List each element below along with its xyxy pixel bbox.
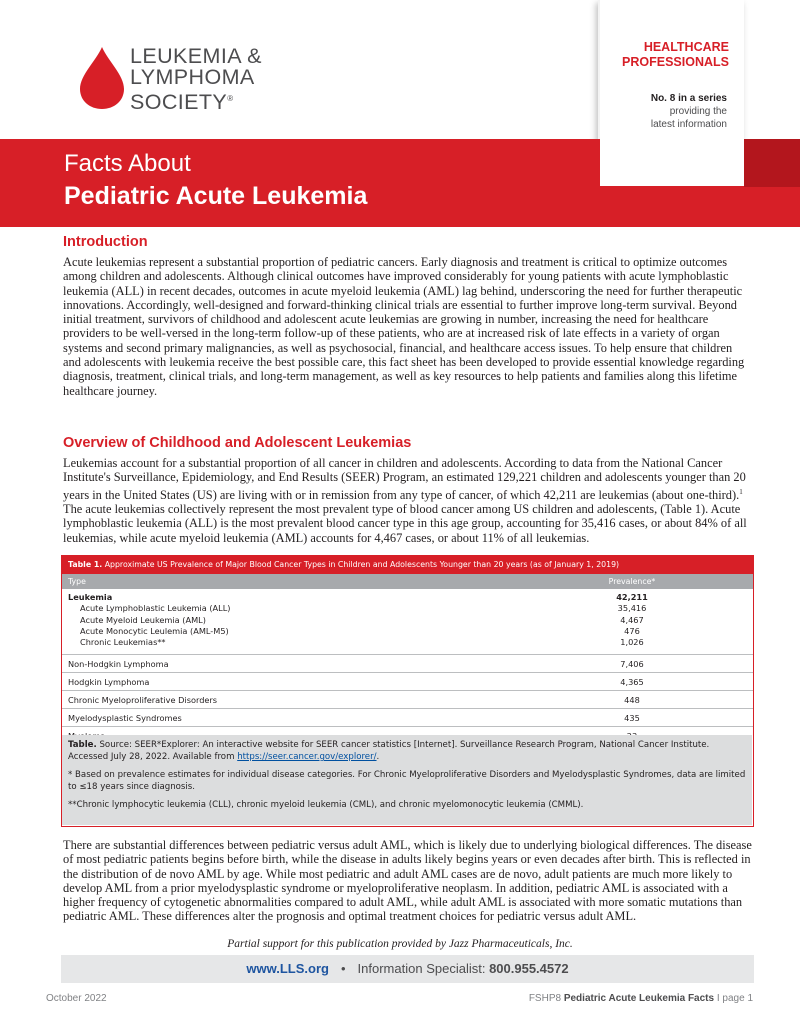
row-value: 448 <box>624 695 640 705</box>
contact-bar <box>61 955 754 983</box>
col-type: Type <box>68 577 86 586</box>
table-header <box>62 574 753 589</box>
table-row <box>62 673 753 691</box>
differences-body: There are substantial differences between pediatric versus adult AML, which is likely due to underlying biological differences. The disease of most pediatric patients begins before birth, while the disease in adults likely begins years or even decades after birth. This is reflected in the distribution of de novo AML by age. While most pediatric and adult AML cases are de novo, adult patients are much more likely to develop AML from a prior myelodysplastic syndrome or myeloproliferative neoplasm. In addition, pediatric AML is associated with a higher frequency of cytogenetic abnormalities compared to adult AML, while adult AML is associated with more somatic mutations than pediatric AML. These differences alter the prognosis and optimal treatment choices for pediatric versus adult AML. <box>63 838 752 924</box>
row-name: Myelodysplastic Syndromes <box>68 713 182 723</box>
blood-drop-icon <box>78 47 126 109</box>
overview-body: Leukemias account for a substantial proportion of all cancer in children and adolescents. According to data from the National Cancer Institute's Surveillance, Epidemiology, and End Results (SEER) Program, an estimated 129,221 children and adolescents younger than 20 years in the United States (US) are living with or in remission from any type of cancer, of which 42,211 are leukemias (about one-third).$^1$ The acute leukemias collectively represent the most prevalent type of blood cancer among US children and adolescents, (Table 1). Acute lymphoblastic leukemia (ALL) is the most prevalent blood cancer type in this age group, accounting for 35,416 cases, or about 84% of all leukemias, while acute myeloid leukemia (AML) accounts for 4,467 cases, or about 11% of all leukemias. <box>63 456 747 545</box>
page-number: I page 1 <box>714 993 753 1004</box>
series-number: No. 8 in a series <box>650 93 727 104</box>
audience-label: HEALTHCARE PROFESSIONALS <box>622 40 729 69</box>
note-double-star: **Chronic lymphocytic leukemia (CLL), chronic myeloid leukemia (CML), and chronic myelomonocytic leukemia (CMML). <box>68 800 584 810</box>
logo-line3: SOCIETY <box>130 90 228 115</box>
separator-dot: • <box>340 961 346 976</box>
row-name: Acute Lymphoblastic Leukemia (ALL) <box>80 603 231 614</box>
intro-heading: Introduction <box>63 234 148 250</box>
footer-doc-title: Pediatric Acute Leukemia Facts <box>563 993 715 1004</box>
row-value: 35,416 <box>617 603 647 614</box>
title-line1: Facts About <box>64 150 191 177</box>
intro-body: Acute leukemias represent a substantial proportion of pediatric cancers. Early diagnosis and treatment is critical to optimize outcomes among children and adolescents. Although clinical outcomes have improved considerably for young patients with acute lymphoblastic leukemia (ALL) in recent decades, outcomes in acute myeloid leukemia (AML) lag behind, underscoring the need for further therapeutic innovations. Accordingly, well-designed and forward-thinking clinical trials are essential to further improve long-term survival. Beyond initial treatment, survivors of childhood and adolescent acute leukemias are growing in number, increasing the need for healthcare providers to be well-versed in the long-term follow-up of these patients, who are at increased risk of late effects in a variety of organ systems and second primary malignancies, as well as psychosocial, financial, and healthcare access issues. To help ensure that children and adolescents with leukemia receive the best possible care, this fact sheet has been developed to provide essential knowledge regarding diagnosis, treatment, clinical trials, and long-term management, as well as key resources to help patients and families along this lifetime healthcare journey. <box>63 255 745 398</box>
support-statement: Partial support for this publication provided by Jazz Pharmaceuticals, Inc. <box>227 938 573 950</box>
row-value: 4,365 <box>620 677 644 687</box>
row-value: 1,026 <box>620 637 644 648</box>
logo-line1: LEUKEMIA & <box>130 44 262 68</box>
footnote-ref: 1 <box>739 487 743 496</box>
page-info: FSHP8 Pediatric Acute Leukemia Facts I page 1 <box>528 993 753 1004</box>
row-value: 42,211 <box>616 592 648 602</box>
col-prevalence: Prevalence* <box>608 577 656 586</box>
overview-heading: Overview of Childhood and Adolescent Leukemias <box>63 435 412 451</box>
banner-fold <box>744 139 800 187</box>
page-title: Pediatric Acute Leukemia <box>64 182 368 210</box>
logo-line2: LYMPHOMA <box>130 65 255 89</box>
row-name: Acute Myeloid Leukemia (AML) <box>80 614 206 625</box>
table-caption: Table 1. Approximate US Prevalence of Major Blood Cancer Types in Children and Adolescents Younger than 20 years (as of January 1, 2019) <box>62 556 753 574</box>
prevalence-table <box>61 555 754 827</box>
row-value: 476 <box>624 625 640 636</box>
row-name: Chronic Leukemias** <box>80 637 166 648</box>
table-row <box>62 655 753 673</box>
phone-number[interactable]: 800.955.4572 <box>489 961 569 976</box>
row-name: Leukemia <box>68 592 113 602</box>
specialist-label: Information Specialist: <box>357 961 490 976</box>
registered-mark: ® <box>227 94 234 103</box>
row-value: 7,406 <box>620 659 644 669</box>
series-info: No. 8 in a series providing the latest information <box>650 93 727 130</box>
table-row-leukemia <box>62 589 753 655</box>
website-link[interactable]: www.LLS.org <box>246 961 329 976</box>
row-name: Hodgkin Lymphoma <box>68 677 150 687</box>
logo-wordmark <box>130 46 262 113</box>
row-name: Chronic Myeloproliferative Disorders <box>68 695 218 705</box>
row-value: 435 <box>624 713 640 723</box>
row-value: 4,467 <box>620 614 644 625</box>
table-row <box>62 691 753 709</box>
row-name: Acute Monocytic Leulemia (AML-M5) <box>80 625 229 636</box>
row-name: Non-Hodgkin Lymphoma <box>68 659 169 669</box>
lls-logo <box>78 44 278 114</box>
publication-date: October 2022 <box>46 993 107 1004</box>
seer-explorer-link[interactable]: https://seer.cancer.gov/explorer/ <box>237 752 377 762</box>
note-star: * Based on prevalence estimates for individual disease categories. For Chronic Myeloproliferative Disorders and Myelodysplastic Syndromes, data are limited to ≤18 years since diagnosis. <box>68 770 746 792</box>
table-notes: Table. Source: SEER*Explorer: An interactive website for SEER cancer statistics [Internet]. Surveillance Research Program, National Cancer Institute. Accessed July 28, 2022. Available from https://seer.cancer.gov/explorer/. * Based on prevalence estimates for individual disease categories. For Chronic Myeloproliferative Disorders and Myelodysplastic Syndromes, data are limited to ≤18 years since diagnosis. **Chronic lymphocytic leukemia (CLL), chronic myeloid leukemia (CML), and chronic myelomonocytic leukemia (CMML). <box>62 735 752 825</box>
table-row <box>62 709 753 727</box>
